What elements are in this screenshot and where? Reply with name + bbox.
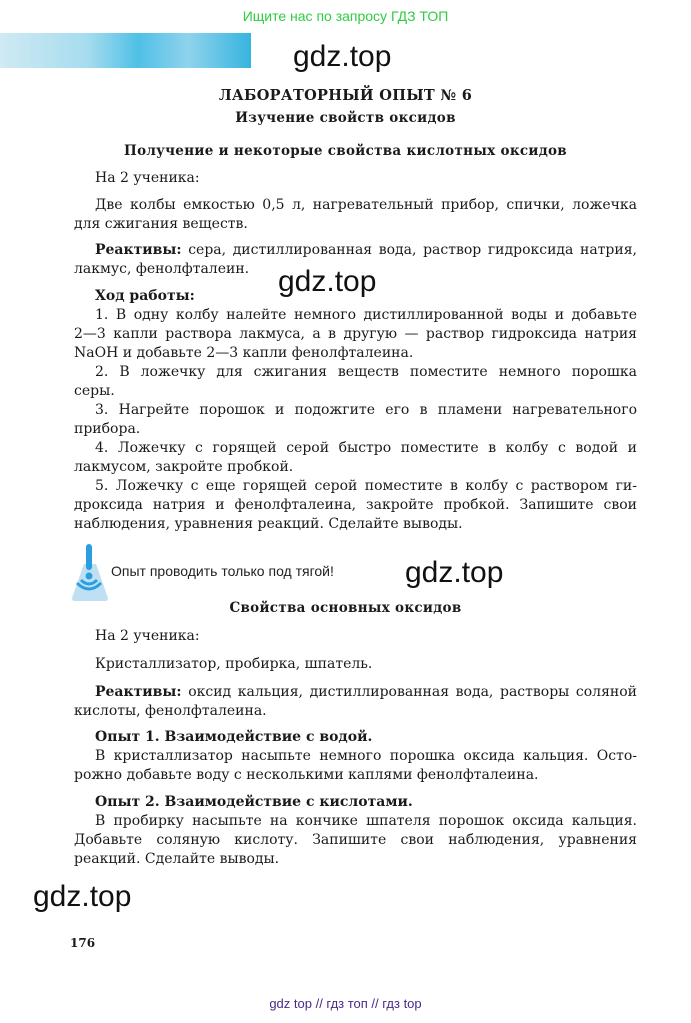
for-whom: На 2 ученика: (95, 628, 200, 644)
watermark: gdz.top (278, 265, 377, 298)
reagents-label: Реактивы: (95, 684, 182, 700)
warning-flask-icon (70, 542, 110, 602)
experiment-1-title: Опыт 1. Взаимодействие с водой. (95, 729, 373, 745)
page-title: ЛАБОРАТОРНЫЙ ОПЫТ № 6 (218, 87, 473, 104)
for-whom: На 2 ученика: (95, 170, 200, 186)
experiment-line: реакций. Сделайте выводы. (74, 851, 280, 867)
footer-links[interactable]: gdz top // гдз топ // гдз top (269, 996, 422, 1011)
experiment-line: рожно добавьте воду с несколькими каплями фенолфталеина. (74, 767, 539, 783)
step-line: 3. Нагрейте порошок и подожгите его в пламени нагревательного (95, 402, 637, 418)
header-image (0, 33, 251, 68)
experiment-2-title: Опыт 2. Взаимодействие с кислотами. (95, 794, 413, 810)
page-number: 176 (70, 936, 96, 950)
equipment-line: Кристаллизатор, пробирка, шпатель. (95, 656, 373, 672)
reagents-label: Реактивы: (95, 242, 182, 258)
warning-text: Опыт проводить только под тягой! (111, 563, 334, 579)
section-heading: Свойства основных оксидов (229, 600, 462, 616)
step-line: дроксида натрия и фенолфталеина, закройте пробкой. Запишите свои (74, 497, 637, 513)
step-line: прибора. (74, 421, 141, 437)
watermark: gdz.top (33, 880, 132, 913)
step-line: NaOH и добавьте 2—3 капли фенолфталеина. (74, 345, 414, 361)
experiment-line: В кристаллизатор насыпьте немного порошка оксида кальция. Осто- (95, 748, 637, 764)
reagents-line (95, 683, 637, 702)
experiment-line: В пробирку насыпьте на кончике шпателя порошок оксида кальция. (95, 813, 637, 829)
step-line: 4. Ложечку с горящей серой быстро поместите в колбу с водой и (95, 440, 637, 456)
reagents-line: лакмус, фенолфталеин. (74, 261, 250, 277)
reagents-line: кислоты, фенолфталеина. (74, 703, 267, 719)
step-line: 2—3 капли раствора лакмуса, а в другую — раствор гидроксида натрия (74, 326, 637, 342)
experiment-line: Добавьте соляную кислоту. Запишите свои наблюдения, уравнения (74, 832, 637, 848)
step-line: лакмусом, закройте пробкой. (74, 459, 294, 475)
procedure-label: Ход работы: (95, 288, 195, 304)
section-heading: Получение и некоторые свойства кислотных оксидов (124, 143, 567, 159)
reagents-text: оксид кальция, дистиллированная вода, растворы соляной (181, 684, 637, 700)
search-banner[interactable]: Ищите нас по запросу ГДЗ ТОП (242, 8, 449, 24)
step-line: наблюдения, уравнения реакций. Сделайте выводы. (74, 516, 463, 532)
page-subtitle: Изучение свойств оксидов (235, 110, 456, 126)
step-line: 2. В ложечку для сжигания веществ поместите немного порошка (95, 364, 637, 380)
reagents-line (95, 241, 637, 260)
equipment-line: Две колбы емкостью 0,5 л, нагревательный прибор, спички, ложечка (95, 197, 637, 213)
step-line: 1. В одну колбу налейте немного дистиллированной воды и добавьте (95, 307, 637, 323)
step-line: серы. (74, 383, 115, 399)
reagents-text: сера, дистиллированная вода, раствор гидроксида натрия, (181, 242, 637, 258)
watermark: gdz.top (405, 556, 504, 589)
watermark: gdz.top (293, 40, 392, 73)
step-line: 5. Ложечку с еще горящей серой поместите в колбу с раствором ги- (95, 478, 637, 494)
equipment-line: для сжигания веществ. (74, 216, 248, 232)
